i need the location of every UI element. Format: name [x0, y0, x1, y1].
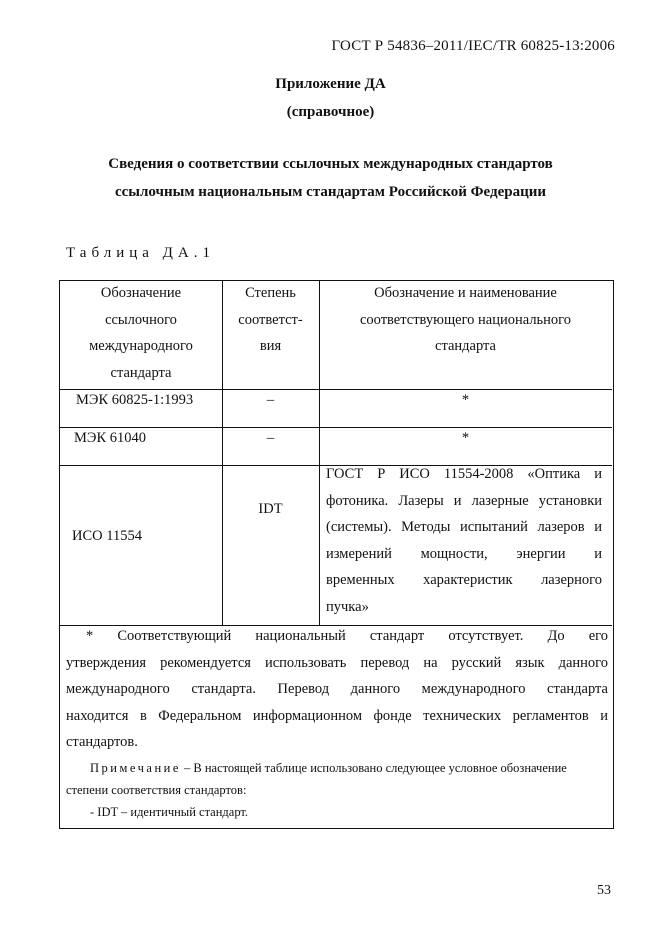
appendix-title: Приложение ДА: [275, 76, 386, 92]
table-cell-ref: МЭК 61040: [74, 430, 147, 446]
note-label: Примечание: [90, 761, 181, 775]
table-cell-degree: –: [266, 392, 275, 408]
section-title-line-1: Сведения о соответствии ссылочных международных стандартов: [108, 156, 553, 172]
header-national-standard: Обозначение и наименование соответствующего национального стандарта: [359, 285, 572, 354]
table-cell-national: *: [461, 392, 470, 408]
section-title-line-2: ссылочным национальным стандартам Российской Федерации: [114, 184, 547, 200]
table-caption: Таблица ДА.1: [66, 245, 215, 261]
table-cell-degree: –: [266, 430, 275, 446]
correspondence-table: [59, 280, 614, 829]
table-footnote: * Соответствующий национальный стандарт отсутствует. До его утверждения рекомендуется использовать перевод на русский язык данного международного стандарта. Перевод данного международного стандарта находится в Федеральном информационном фонде технических регламентов и стандартов.: [66, 628, 608, 750]
table-cell-degree: IDT: [258, 501, 283, 517]
table-cell-ref: МЭК 60825-1:1993: [76, 392, 194, 408]
appendix-subtitle: (справочное): [286, 104, 375, 120]
header-ref-standard: Обозначение ссылочного международного стандарта: [89, 285, 193, 381]
table-note: Примечание – В настоящей таблице использовано следующее условное обозначение степени соответствия стандартов: - IDT – идентичный стандарт.: [66, 761, 567, 819]
table-cell-ref: ИСО 11554: [72, 528, 142, 544]
header-degree: Степень соответст- вия: [238, 285, 303, 354]
table-cell-national: *: [461, 430, 470, 446]
document-header: ГОСТ Р 54836–2011/IEC/TR 60825-13:2006: [331, 38, 615, 54]
table-cell-national: ГОСТ Р ИСО 11554-2008 «Оптика и фотоника. Лазеры и лазерные установки (системы). Методы испытаний лазеров и измерений мощности, энергии и временных характеристик лазерного пучка»: [326, 466, 602, 615]
page-number: 53: [597, 883, 611, 898]
